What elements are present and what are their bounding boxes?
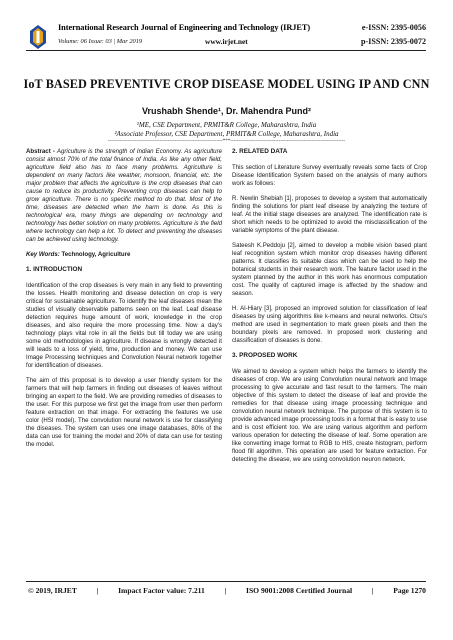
header-rule xyxy=(26,50,426,51)
related-paragraph-1: This section of Literature Survey eventually reveals some facts of Crop Disease Identification System based on the analysis of many authors work as follows: xyxy=(232,164,427,187)
left-column xyxy=(26,148,222,456)
irjet-logo-icon xyxy=(28,24,48,50)
pissn: p-ISSN: 2395-0072 xyxy=(361,37,426,46)
keywords xyxy=(26,251,222,259)
journal-header xyxy=(0,0,453,62)
affiliation-2: ²Associate Professor, CSE Department, PRMIT&R College, Maharashtra, India xyxy=(114,130,339,138)
abstract xyxy=(26,148,222,244)
right-column xyxy=(232,148,427,471)
footer-impact-factor: Impact Factor value: 7.211 xyxy=(118,586,205,595)
keywords-label: Key Words: xyxy=(26,251,60,258)
journal-website-link[interactable]: www.irjet.net xyxy=(205,37,248,46)
paper-title: IoT BASED PREVENTIVE CROP DISEASE MODEL USING IP AND CNN xyxy=(23,77,430,91)
footer-rule xyxy=(26,581,426,582)
footer-iso: ISO 9001:2008 Certified Journal xyxy=(246,586,353,595)
page-footer xyxy=(28,586,426,595)
footer-copyright: © 2019, IRJET xyxy=(28,586,77,595)
abstract-label: Abstract - xyxy=(26,148,55,155)
proposed-heading: 3. PROPOSED WORK xyxy=(232,352,298,359)
proposed-paragraph-1: We aimed to develop a system which helps the farmers to identify the diseases of crop. We are using Convolution neural network and Image processing to give accurate and fast result to the farmers. The main objective of this system to detect the disease of leaf and provide the remedies for that disease using image processing technique and convolution neural network technique. The purpose of this system is to provide advanced image processing tools in a format that is easy to use and is cost efficient too. We are using various algorithm and perform various operation for detecting the disease of leaf. Some operation are like converting image format to RGB to HIS, create histogram, perform flood fill algorithm. This operation are used for feature extraction. For detecting the disease, we are using convolution neuron network. xyxy=(232,368,427,463)
volume-issue: Volume: 06 Issue: 03 | Mar 2019 xyxy=(58,38,143,45)
journal-logo xyxy=(28,24,48,50)
intro-paragraph-2: The aim of this proposal is to develop a user friendly system for the farmers that will help farmers in finding out diseases of leaves without bringing an expert to the field. We are providing remedies of diseases to the user. For this purpose we first get the image from user then perform feature extraction on that image. For extracting the features we use color (HSI model). The convolution neural network is use for classifying the diseases. The system can uses one image databases, 80% of the data can use for training the model and 20% of data can use for testing the model. xyxy=(26,377,222,448)
related-heading: 2. RELATED DATA xyxy=(232,148,288,155)
journal-title: International Research Journal of Engineering and Technology (IRJET) xyxy=(58,23,311,32)
footer-page-number: Page 1270 xyxy=(393,586,426,595)
intro-heading: 1. INTRODUCTION xyxy=(26,266,83,273)
intro-paragraph-1: Identification of the crop diseases is very main in any field to preventing the losses. Health monitoring and disease detection on crop is very critical for sustainable agriculture. To identify the leaf diseases mean the studies of visually observable patterns seen on the leaf. Leaf disease detection requires huge amount of work, knowledge in the crop diseases, and also require the more processing time. Now a day's technology plays vital role in all the fields but till today we are using some old methodologies in agriculture. If disease is wrongly detected it will leads to a loss of yield, time, production and money. We can use Image Processing techniques and Convolution Neural network together for identification of diseases. xyxy=(26,282,222,369)
keywords-text: Technology, Agriculture xyxy=(59,251,131,258)
paper-authors: Vrushabh Shende¹, Dr. Mahendra Pund² xyxy=(141,106,312,116)
footer-separator: | xyxy=(96,586,99,595)
related-paragraph-3: Sateesh K.Peddoju [2], aimed to develop a mobile vision based plant leaf recognition system which monitor crop diseases having different patterns. It classifies its suitable class which can be used to help the botanical students in their research work. The feature factor used in the system planned by the author in this work has enormous computation cost. The quality of captured image is affected by the shadow and season. xyxy=(232,242,427,297)
related-paragraph-2: R. Newlin Shebiah [1], proposes to develop a system that automatically finding the solutions for plant leaf disease by analyzing the texture of leaf. At the initial stage diseases are analyzed. The identification rate is short which needs to be optimized to avoid the misclassification of the variable symptoms of the plant disease. xyxy=(232,195,427,234)
section-separator: ---------------------------------------------------------------------***--------------------------------------------------------------------- xyxy=(107,139,346,144)
related-paragraph-4: H. Al-Hiary [3], proposed an improved solution for classification of leaf diseases by using algorithms like k-means and neural networks. Otsu's method are used in segmentation to mark green pixels and then the boundary pixels are removed. In proposed work clustering and classification of diseases is done. xyxy=(232,305,427,344)
footer-separator: | xyxy=(224,586,227,595)
footer-separator: | xyxy=(371,586,374,595)
abstract-text: Agriculture is the strength of Indian Economy. As agriculture consist almost 70% of the total finance of India. As like any other field, agriculture field also has to face many problems. Agriculture is dependent on many factors like weather, monsoon, financial, etc. the major problem that affects the agriculture is the crop diseases that can cause to reduce its productivity. Preventing crop diseases can help to grow agriculture. There is no specific method to do that. Most of the time, diseases are detected when the harm is done. As this is technological era, many things are depending on technology and technology has better solution on many problems. Agriculture is the field where technology can help a lot. To detect and preventing the diseases can be achieved using technology. xyxy=(26,148,222,243)
affiliation-1: ¹ME, CSE Department, PRMIT&R College, Maharashtra, India xyxy=(136,121,317,129)
eissn: e-ISSN: 2395-0056 xyxy=(361,23,426,32)
